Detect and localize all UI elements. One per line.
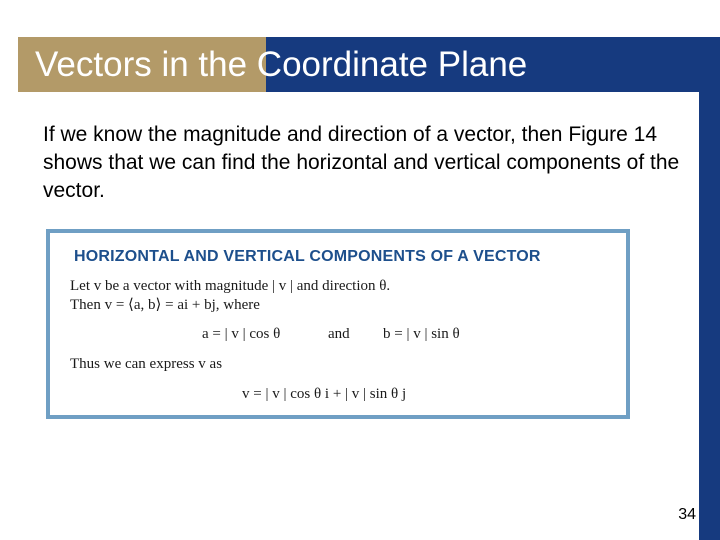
body-paragraph: If we know the magnitude and direction of a vector, then Figure 14 shows that we can find the horizontal and vertical components of the vector. [43, 123, 680, 202]
definition-line-1: Let v be a vector with magnitude | v | and direction θ. [70, 278, 391, 294]
box-heading: HORIZONTAL AND VERTICAL COMPONENTS OF A VECTOR [74, 248, 541, 265]
slide-title: Vectors in the Coordinate Plane [35, 45, 528, 84]
equation-b: b = | v | sin θ [383, 326, 460, 342]
equation-and: and [328, 326, 350, 342]
definition-box [46, 229, 630, 419]
page-number: 34 [678, 506, 696, 523]
equation-final: v = | v | cos θ i + | v | sin θ j [242, 386, 407, 402]
definition-line-2: Then v = ⟨a, b⟩ = ai + bj, where [70, 297, 260, 313]
right-edge-strip [699, 92, 720, 540]
definition-line-4: Thus we can express v as [70, 356, 223, 372]
equation-a: a = | v | cos θ [202, 326, 281, 342]
